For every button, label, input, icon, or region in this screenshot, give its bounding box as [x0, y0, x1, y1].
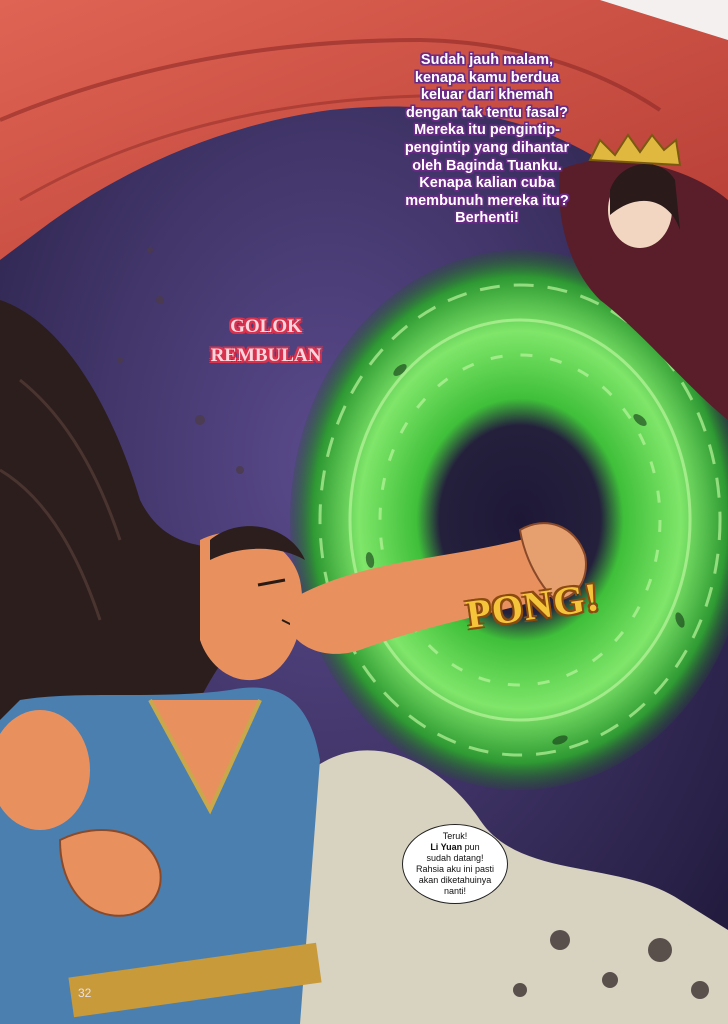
caption-line: keluar dari khemah [420, 87, 554, 104]
page-number: 32 [78, 986, 92, 1000]
thought-bubble [402, 824, 508, 904]
bubble-line: sudah datang! [426, 853, 484, 863]
speech-caption-villain [372, 52, 602, 228]
sound-effect: PONG! [463, 573, 603, 638]
bubble-line: Teruk! [442, 831, 468, 841]
caption-line: Mereka itu pengintip- [414, 122, 560, 139]
caption-line: Kenapa kalian cuba [419, 175, 555, 192]
caption-line: Sudah jauh malam, [420, 52, 554, 68]
character-name: Li Yuan [430, 842, 463, 852]
bubble-line: akan diketahuinya [418, 875, 492, 885]
caption-line: oleh Baginda Tuanku. [412, 157, 562, 174]
caption-line: pengintip yang dihantar [404, 139, 570, 156]
caption-line: Berhenti! [455, 210, 519, 227]
bubble-line: Rahsia aku ini pasti [415, 864, 495, 874]
caption-line: dengan tak tentu fasal? [406, 104, 568, 121]
bubble-line [430, 842, 479, 853]
bubble-text: pun [462, 842, 480, 852]
caption-line: membunuh mereka itu? [405, 192, 569, 209]
technique-name [196, 312, 336, 370]
technique-line: GOLOK [230, 316, 302, 337]
bubble-line: nanti! [443, 886, 467, 896]
caption-line: kenapa kamu berdua [414, 69, 560, 86]
technique-line: REMBULAN [210, 345, 322, 366]
